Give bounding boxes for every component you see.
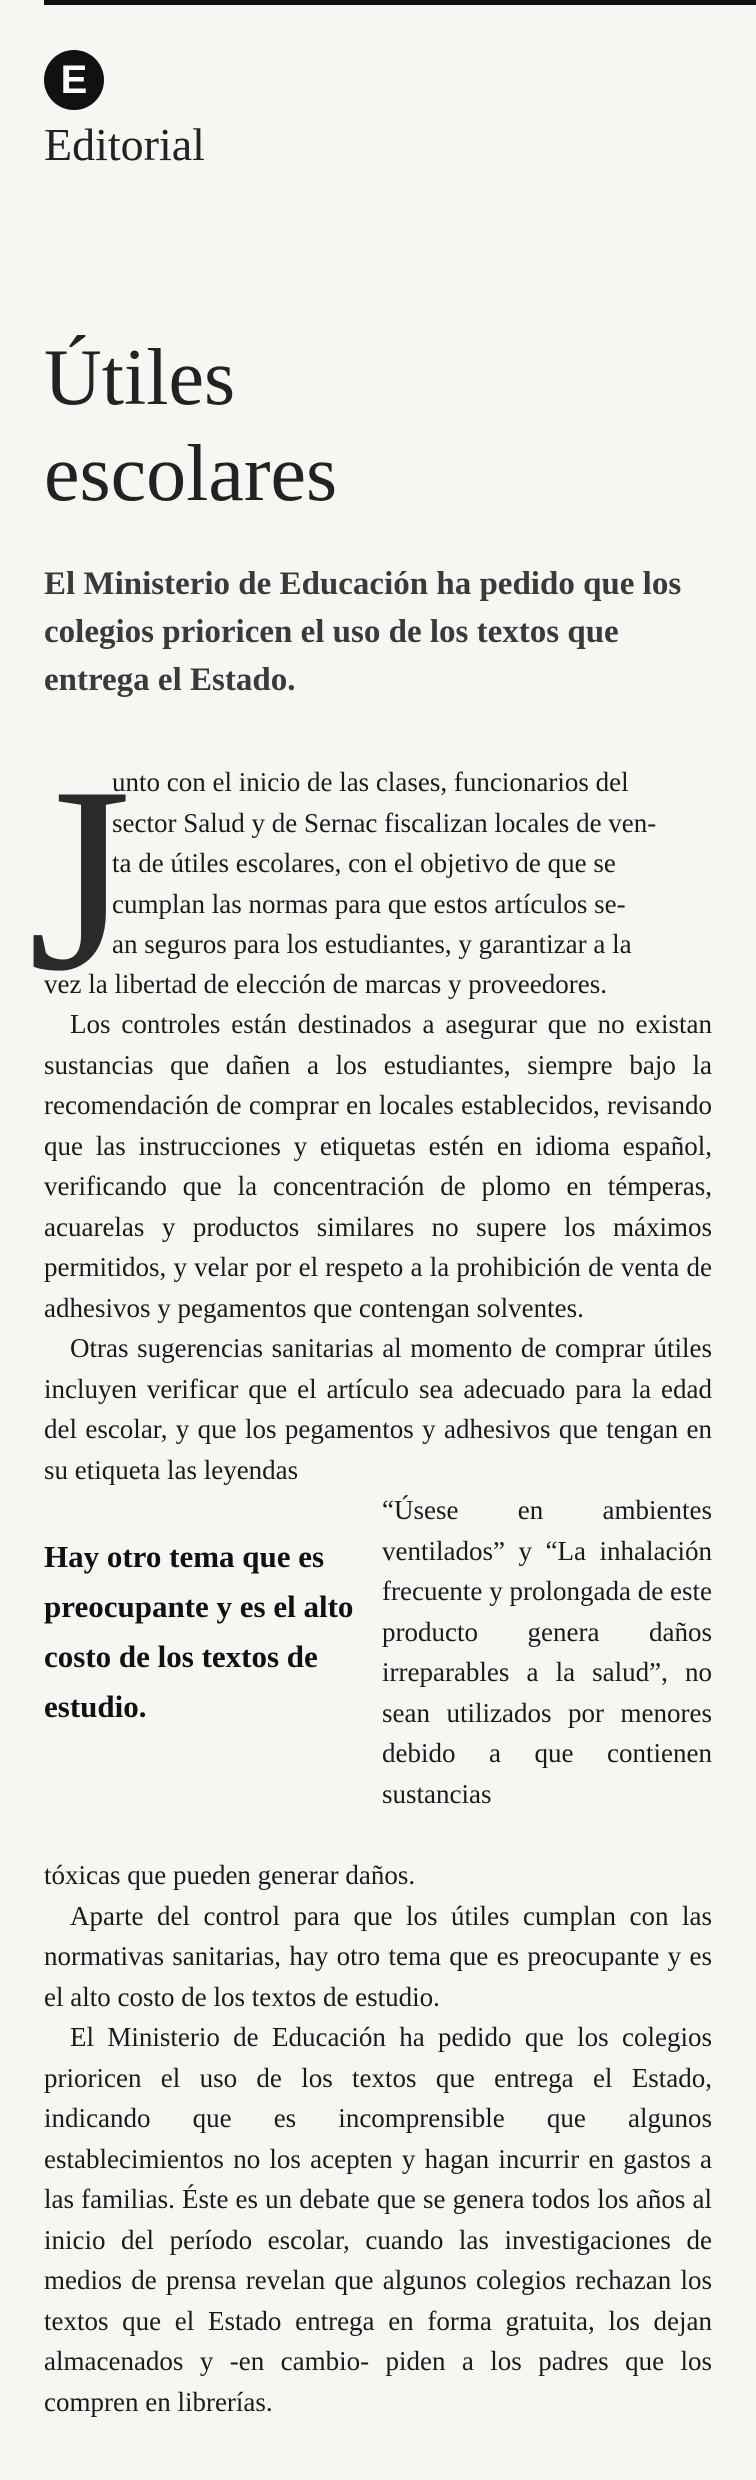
first-line-3: ta de útiles escolares, con el objetivo de que se [112, 848, 616, 878]
drop-cap: J [28, 733, 132, 1026]
first-line-1: unto con el inicio de las clases, funcionarios del [112, 767, 629, 797]
first-line-2: sector Salud y de Sernac fiscalizan locales de ven- [112, 807, 657, 838]
first-line-4: cumplan las normas para que estos artículos se- [112, 888, 626, 919]
first-line-5: an seguros para los estudiantes, y garantizar a la [112, 929, 632, 959]
headline-line-1: Útiles [44, 334, 236, 422]
paragraph-4: Aparte del control para que los útiles cumplan con las normativas sanitarias, hay otro tema que es preocupante y es el alto costo de los textos de estudio. [44, 1900, 712, 2012]
section-label: Editorial [44, 119, 205, 170]
paragraph-3-end: tóxicas que pueden generar daños. [44, 1860, 416, 1890]
paragraph-5: El Ministerio de Educación ha pedido que los colegios prioricen el uso de los textos que entrega el Estado, indicando que es incomprensible que algunos establecimientos no los acepten y hagan incurrir en gastos a las familias. Éste es un debate que se genera todos los años al inicio del período escolar, cuando las investigaciones de medios de prensa revelan que algunos colegios rechazan los textos que el Estado entrega en forma gratuita, los dejan almacenados y -en cambio- piden a los padres que los compren en librerías. [44, 2022, 712, 2417]
article-body-lower [44, 1855, 712, 2422]
paragraph-3-side: “Úsese en ambientes ventilados” y “La inhalación frecuente y prolongada de este producto genera daños irreparables a la salud”, no sean utilizados por menores debido a que contienen sustancias [382, 1495, 712, 1809]
pull-quote: Hay otro tema que es preocupante y es el alto costo de los textos de estudio. [44, 1539, 354, 1724]
headline-line-2: escolares [44, 430, 338, 518]
article-body-upper [44, 1004, 712, 1490]
paragraph-2: Los controles están destinados a asegurar que no existan sustancias que dañen a los estudiantes, siempre bajo la recomendación de comprar en locales establecidos, revisando que las instrucciones y etiquetas estén en idioma español, verificando que la concentración de plomo en témperas, acuarelas y productos similares no supere los máximos permitidos, y velar por el respeto a la prohibición de venta de adhesivos y pegamentos que contengan solventes. [44, 1009, 712, 1323]
headline [44, 330, 704, 522]
paragraph-3-start: Otras sugerencias sanitarias al momento de comprar útiles incluyen verificar que el artículo sea adecuado para la edad del escolar, y que los pegamentos y adhesivos que tengan en su etiqueta las leyendas [44, 1333, 712, 1485]
first-paragraph-lines [112, 762, 712, 965]
first-paragraph-tail: vez la libertad de elección de marcas y proveedores. [44, 969, 607, 999]
top-rule [44, 0, 756, 5]
deck: El Ministerio de Educación ha pedido que los colegios prioricen el uso de los textos que entrega el Estado. [44, 566, 682, 698]
section-badge: E [44, 50, 104, 110]
